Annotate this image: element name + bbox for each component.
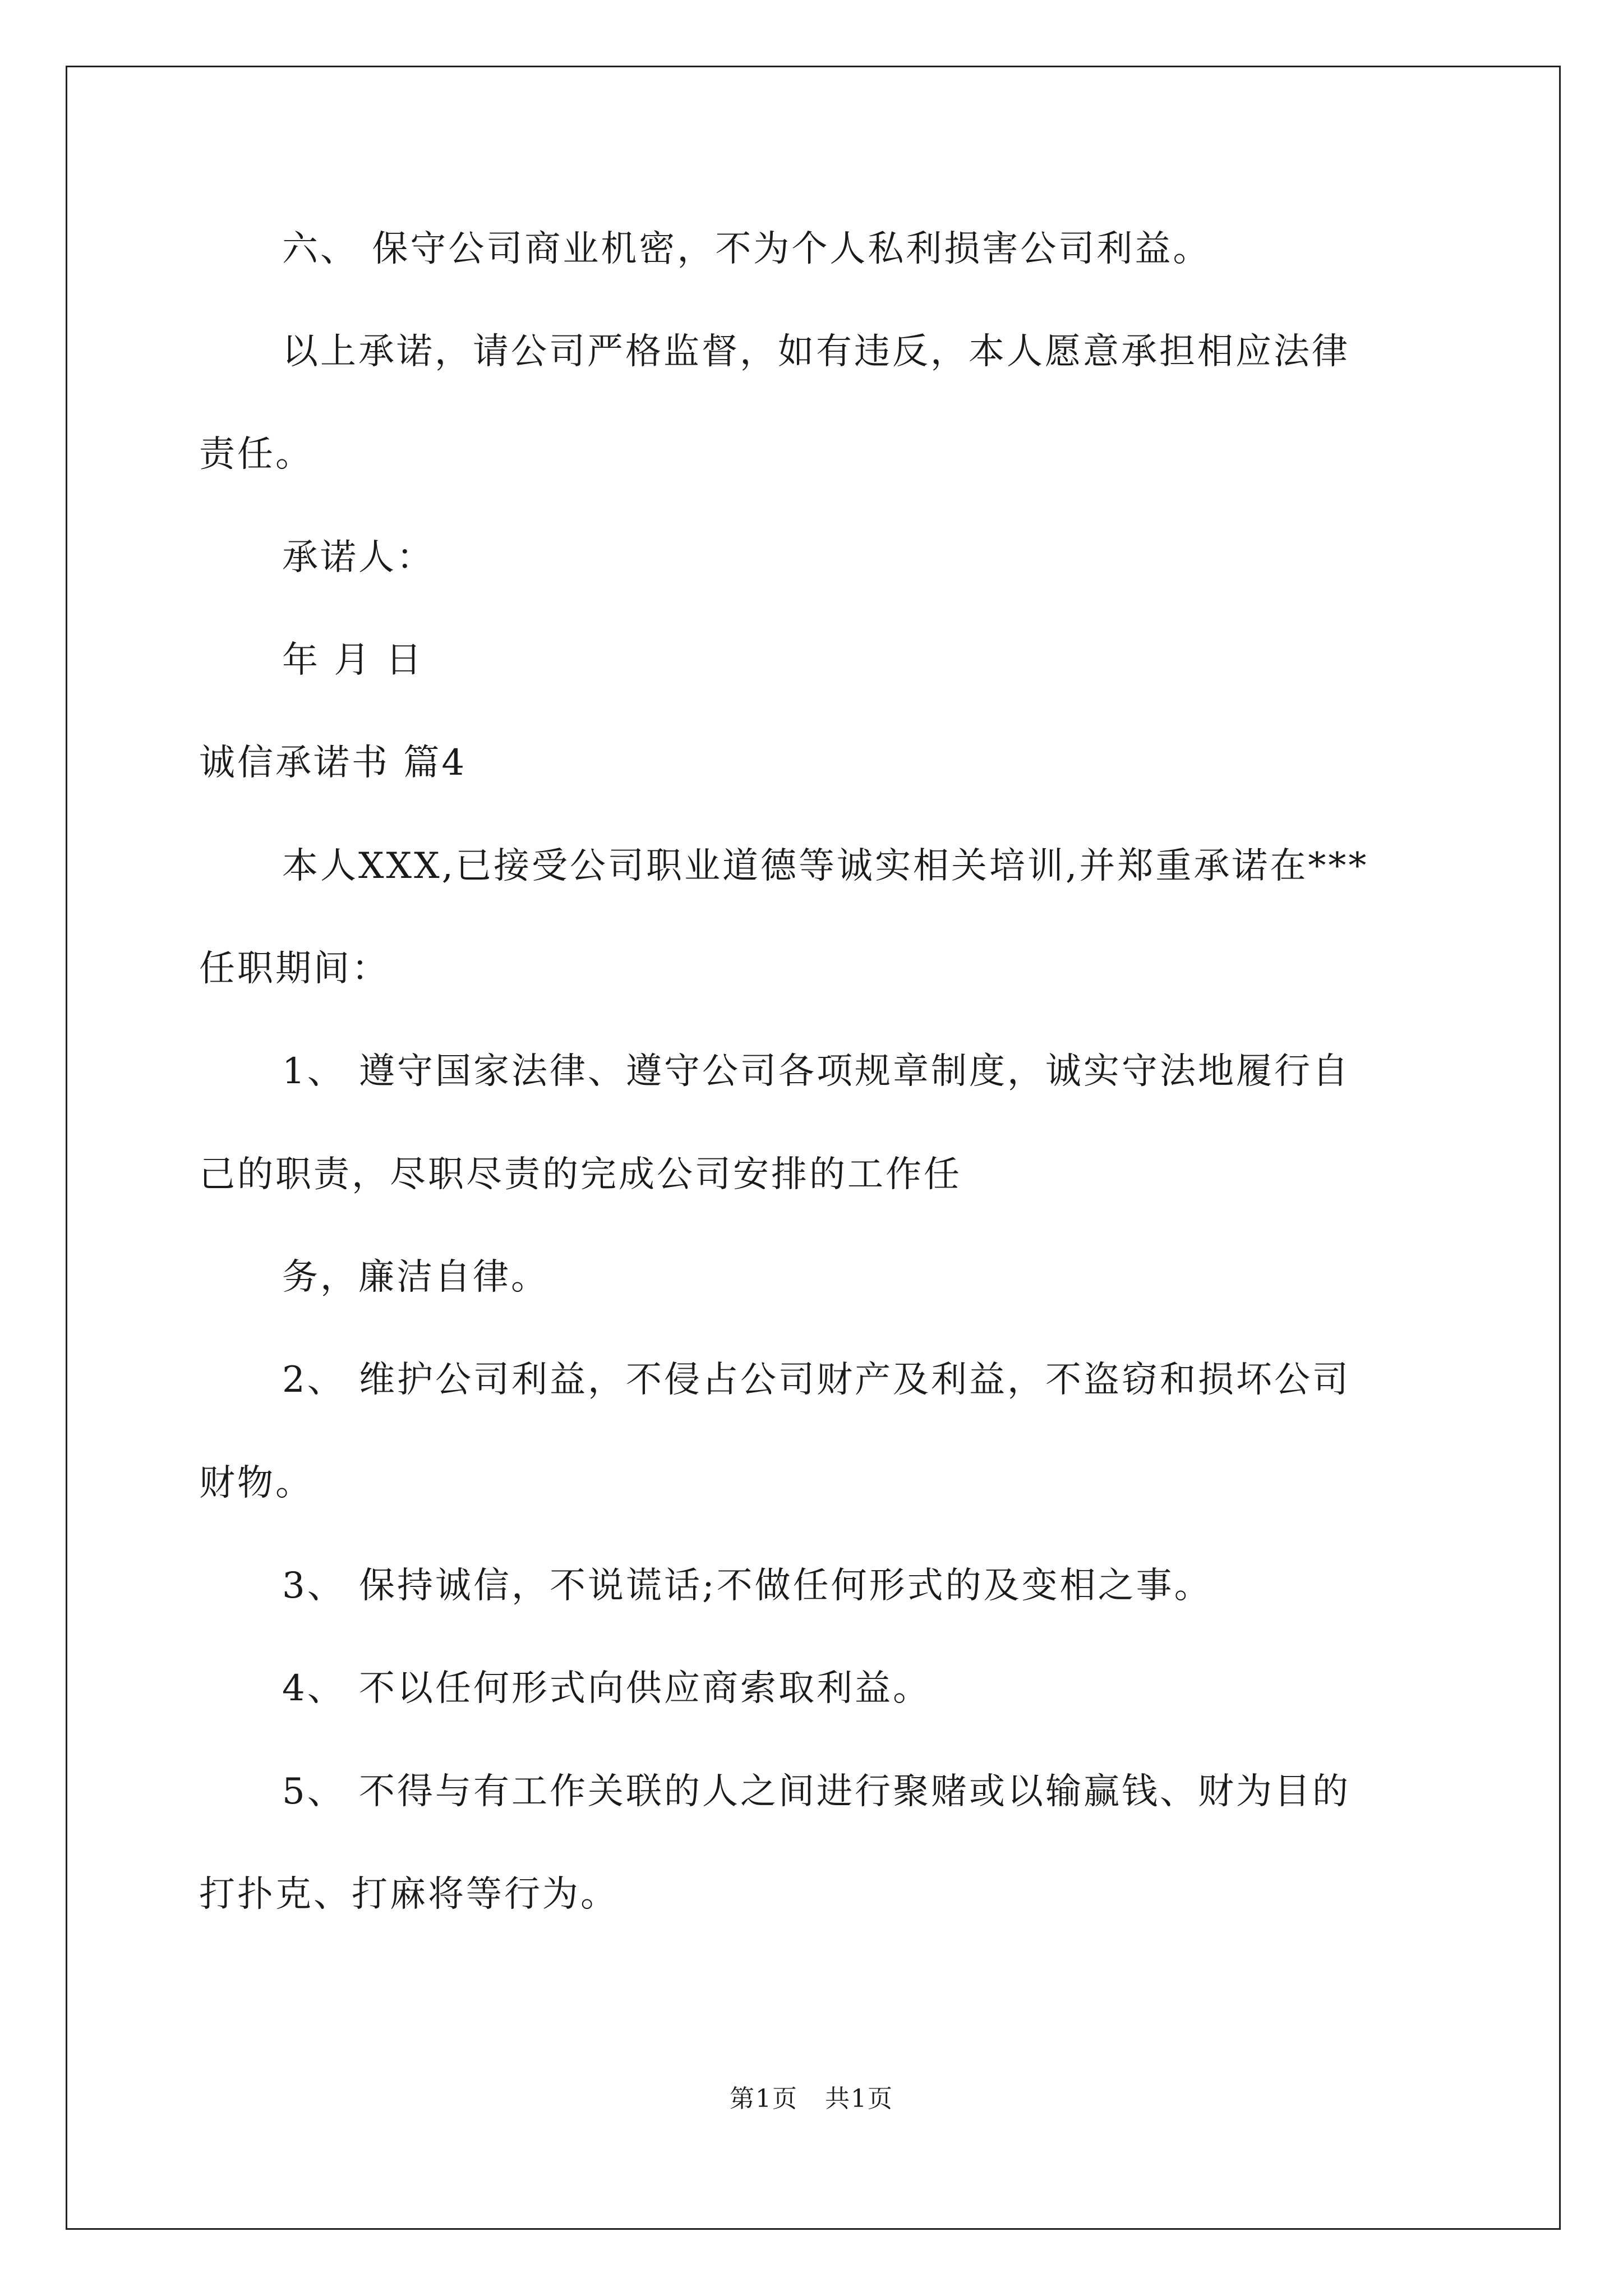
paragraph-item-six: 六、 保守公司商业机密，不为个人私利损害公司利益。 bbox=[282, 228, 1211, 270]
section-heading: 诚信承诺书 篇4 bbox=[199, 742, 467, 784]
list-item-1: 1、 遵守国家法律、遵守公司各项规章制度，诚实守法地履行自 bbox=[282, 1051, 1351, 1092]
paragraph-intro: 本人XXX,已接受公司职业道德等诚实相关培训,并郑重承诺在*** bbox=[282, 845, 1369, 887]
paragraph-intro-cont: 任职期间： bbox=[199, 948, 390, 990]
paragraph-commitment-cont: 责任。 bbox=[199, 434, 313, 475]
paragraph-commitment: 以上承诺，请公司严格监督，如有违反，本人愿意承担相应法律 bbox=[282, 331, 1350, 372]
list-item-4: 4、 不以任何形式向供应商索取利益。 bbox=[282, 1668, 932, 1709]
list-item-5: 5、 不得与有工作关联的人之间进行聚赌或以输赢钱、财为目的 bbox=[282, 1771, 1351, 1812]
list-item-5-cont: 打扑克、打麻将等行为。 bbox=[199, 1874, 619, 1915]
list-item-3: 3、 保持诚信，不说谎话;不做任何形式的及变相之事。 bbox=[282, 1565, 1212, 1607]
list-item-2: 2、 维护公司利益，不侵占公司财产及利益，不盗窃和损坏公司 bbox=[282, 1359, 1351, 1401]
date-label: 年 月 日 bbox=[282, 639, 424, 681]
list-item-1-cont: 己的职责，尽职尽责的完成公司安排的工作任 bbox=[199, 1154, 962, 1195]
list-item-1-cont2: 务，廉洁自律。 bbox=[282, 1257, 549, 1298]
signer-label: 承诺人： bbox=[282, 537, 435, 578]
list-item-2-cont: 财物。 bbox=[199, 1462, 313, 1504]
page-number-footer: 第1页 共1页 bbox=[730, 2085, 893, 2113]
